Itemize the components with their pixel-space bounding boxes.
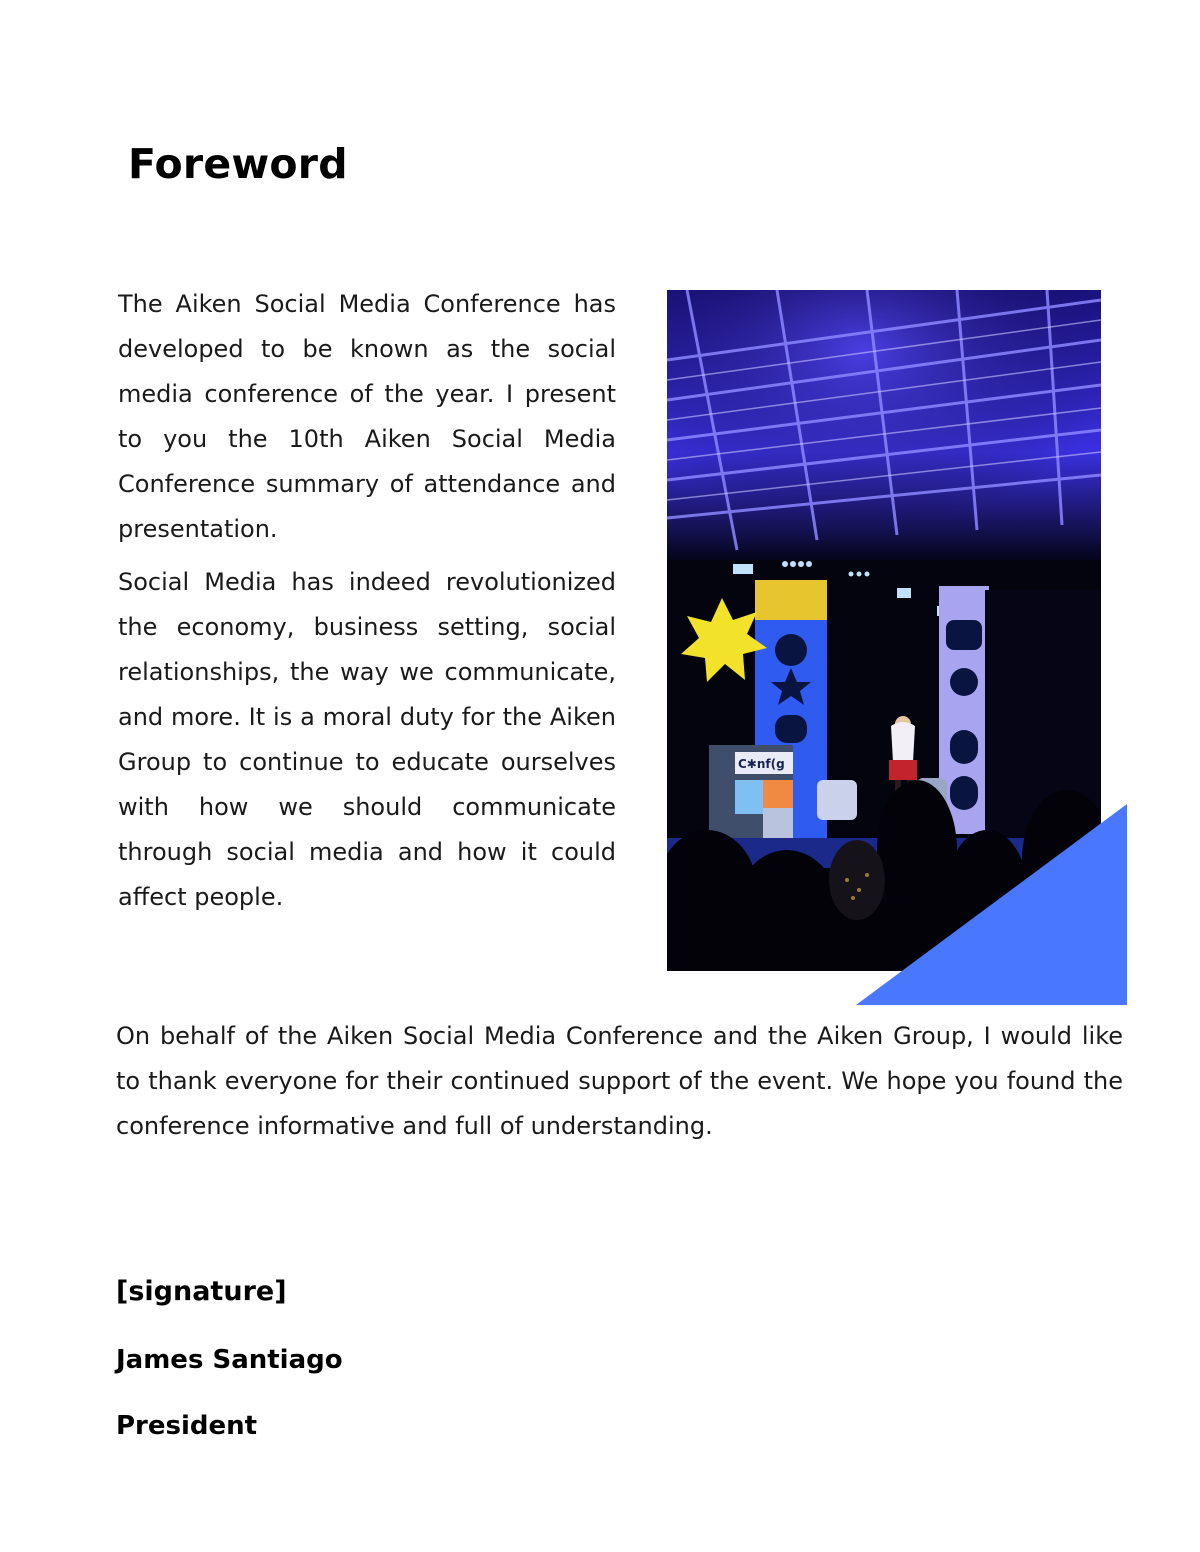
accent-triangle <box>856 804 1127 1005</box>
intro-section <box>118 282 616 920</box>
signatory-role: President <box>116 1411 258 1441</box>
intro-paragraph: The Aiken Social Media Conference has developed to be known as the social media conference of the year. I present to you the 10th Aiken Social Media Conference summary of attendance and presentation. <box>118 290 616 543</box>
page-title: Foreword <box>128 140 348 188</box>
closing-paragraph: On behalf of the Aiken Social Media Conference and the Aiken Group, I would like to thank everyone for their continued support of the event. We hope you found the conference informative and full of understanding. <box>116 1022 1123 1140</box>
intro-paragraph: Social Media has indeed revolutionized the economy, business setting, social relationships, the way we communicate, and more. It is a moral duty for the Aiken Group to continue to educate ourselves with how we should communicate through social media and how it could affect people. <box>118 568 616 911</box>
signatory-name: James Santiago <box>116 1345 343 1375</box>
signature-placeholder: [signature] <box>116 1276 287 1307</box>
podium-logo: C✱nf(g <box>738 757 785 771</box>
